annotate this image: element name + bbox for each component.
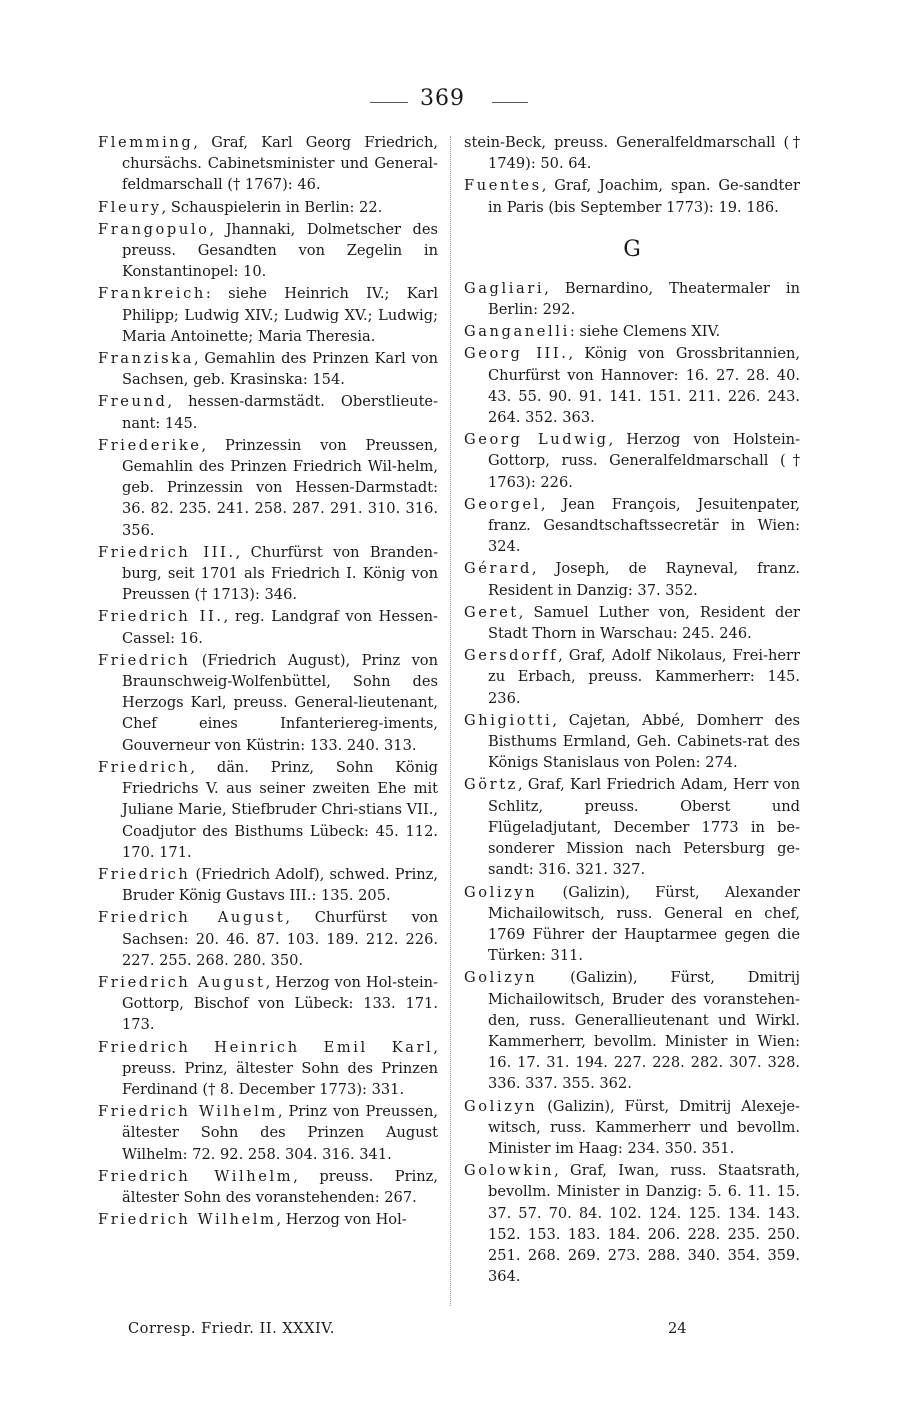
entry-text: : siehe Clemens XIV. [569,323,721,341]
index-entry [98,197,438,218]
entry-headword: Ghigiotti [464,711,553,729]
entry-text: , Prinzessin von Preussen, Gemahlin des Prinzen Friedrich Wil-helm, geb. Prinzessin von Hessen-Darmstadt: 36. 82. 235. 241. 258. 287. 291. 310. 316. 356. [122,436,438,539]
entry-text: , Samuel Luther von, Resident der Stadt Thorn in Warschau: 245. 246. [488,603,800,643]
entry-headword: Frangopulo [98,220,210,238]
entry-text: , Herzog von Holstein-Gottorp, russ. Generalfeldmarschall († 1763): 226. [488,431,801,491]
entry-headword: Gérard [464,560,532,578]
index-entry [464,710,800,774]
entry-headword: Friedrich [98,651,191,669]
index-entry [464,321,800,342]
index-entry [464,343,800,428]
index-entry [464,882,800,967]
index-entry [464,558,800,600]
index-entry [98,650,438,756]
entry-text: , preuss. Prinz, ältester Sohn des Prinzen Ferdinand († 8. December 1773): 331. [122,1038,438,1098]
index-entry [464,1160,800,1287]
entry-headword: Friedrich August [98,909,286,927]
right-column-entries [464,278,800,1288]
column-divider [450,136,451,1306]
entry-headword: Frankreich [98,285,206,303]
signature-mark: 24 [668,1320,687,1337]
entry-headword: Fuentes [464,177,542,195]
entry-text: , Churfürst von Branden-burg, seit 1701 als Friedrich I. König von Preussen († 1713): 346. [122,543,439,604]
entry-text: stein-Beck, preuss. Generalfeldmarschall († 1749): 50. 64. [464,134,800,173]
entry-headword: Georgel [464,495,541,513]
entry-text: : siehe Heinrich IV.; Karl Philipp; Ludwig XIV.; Ludwig XV.; Ludwig; Maria Antoinette; Maria Theresia. [122,285,438,345]
entry-headword: Golizyn [464,969,538,987]
entry-headword: Georg Ludwig [464,431,609,449]
index-entry [464,967,800,1094]
entry-text: , Jhannaki, Dolmetscher des preuss. Gesandten von Zegelin in Konstantinopel: 10. [122,220,438,281]
entry-text: (Friedrich Adolf), schwed. Prinz, Bruder König Gustavs III.: 135. 205. [122,865,438,905]
entry-headword: Fleury [98,198,162,216]
left-column [98,132,438,1231]
right-column-continuation [464,132,800,218]
index-entry [464,774,800,880]
index-entry [464,278,800,320]
entry-text: , Graf, Adolf Nikolaus, Frei-herr zu Erbach, preuss. Kammerherr: 145. 236. [488,647,800,707]
page-number: 369 [420,86,465,111]
index-entry [98,1101,438,1165]
entry-text: , König von Grossbritannien, Churfürst von Hannover: 16. 27. 28. 40. 43. 55. 90. 91. 141. 151. 211. 226. 243. 264. 352. 363. [488,345,800,427]
index-entry [464,494,800,558]
index-entry [98,542,438,606]
entry-text: (Galizin), Fürst, Dmitrij Alexeje-witsch, russ. Kammerherr und bevollm. Minister im Haag: 234. 350. 351. [488,1097,800,1157]
index-entry [98,907,438,971]
entry-headword: Golowkin [464,1162,555,1180]
entry-headword: Freund [98,393,168,411]
entry-headword: Franziska [98,350,194,368]
entry-text: , Cajetan, Abbé, Domherr des Bisthums Ermland, Geh. Cabinets-rat des Königs Stanislaus von Polen: 274. [488,711,800,772]
entry-headword: Friedrich [98,758,191,776]
header-rule-left [370,102,408,103]
entry-headword: Friedrich II. [98,608,224,626]
index-entry [98,1209,438,1230]
entry-text: , Schauspielerin in Berlin: 22. [161,198,383,216]
index-entry [98,972,438,1036]
entry-text: (Galizin), Fürst, Dmitrij Michailowitsch, Bruder des voranstehen-den, russ. Generallieutenant und Wirkl. Kammerherr, bevollm. Minister in Wien: 16. 17. 31. 194. 227. 228. 282. 307. 328. 336. 337. 355. 362. [488,969,800,1093]
entry-headword: Golizyn [464,1097,538,1115]
entry-text: , Graf, Karl Friedrich Adam, Herr von Schlitz, preuss. Oberst und Flügeladjutant, December 1773 in be-sonderer Mission nach Petersburg ge-sandt: 316. 321. 327. [488,776,800,879]
entry-headword: Gersdorff [464,647,559,665]
entry-text: , Churfürst von Sachsen: 20. 46. 87. 103. 189. 212. 226. 227. 255. 268. 280. 350. [122,909,438,969]
index-entry [98,757,438,863]
entry-headword: Friedrich Wilhelm [98,1167,294,1185]
entry-headword: Friedrich Wilhelm [98,1211,277,1229]
index-entry [98,283,438,347]
entry-headword: Friedrich III. [98,543,236,561]
entry-headword: Görtz [464,776,518,794]
index-entry [98,606,438,648]
entry-text: , Graf, Iwan, russ. Staatsrath, bevollm. Minister in Danzig: 5. 6. 11. 15. 37. 57. 70. 84. 102. 124. 125. 134. 143. 152. 153. 183. 184. 206. 228. 235. 250. 251. 268. 269. 273. 288. 340. 354. 359. 364. [488,1162,800,1286]
index-entry [464,645,800,709]
entry-headword: Ganganelli [464,323,570,341]
entry-text: , Jean François, Jesuitenpater, franz. Gesandtschaftssecretär in Wien: 324. [488,495,800,556]
entry-text: (Friedrich August), Prinz von Braunschweig-Wolfenbüttel, Sohn des Herzogs Karl, preuss. General-lieutenant, Chef eines Infanteriereg-iments, Gouverneur von Küstrin: 133. 240. 313. [122,651,438,754]
entry-headword: Georg III. [464,345,569,363]
index-entry [98,391,438,433]
entry-text: , Graf, Karl Georg Friedrich, chursächs. Cabinetsminister und General-feldmarschall († 1767): 46. [122,134,438,194]
entry-text: , preuss. Prinz, ältester Sohn des voranstehenden: 267. [122,1167,438,1206]
index-entry [98,1166,438,1208]
index-entry [464,1096,800,1160]
index-entry [464,175,800,217]
entry-text: , Graf, Joachim, span. Ge-sandter in Paris (bis September 1773): 19. 186. [488,177,800,216]
index-entry [98,864,438,906]
section-letter: G [623,236,641,262]
entry-text: , Herzog von Hol-stein-Gottorp, Bischof von Lübeck: 133. 171. 173. [122,973,438,1034]
right-column [464,132,800,1288]
entry-headword: Golizyn [464,883,538,901]
index-entry [464,602,800,644]
header-rule-right [492,102,528,103]
entry-headword: Flemming [98,134,194,151]
entry-text: , Herzog von Hol- [276,1211,407,1229]
index-entry [464,132,800,174]
index-entry [98,1037,438,1101]
entry-headword: Geret [464,603,519,621]
page-header [0,86,900,116]
entry-text: , hessen-darmstädt. Oberstlieute-nant: 145. [122,393,438,432]
index-entry [98,435,438,541]
entry-headword: Friedrich August [98,973,266,991]
entry-headword: Friedrich Heinrich Emil Karl [98,1038,434,1056]
index-entry [98,348,438,390]
index-entry [98,132,438,196]
entry-headword: Friedrich [98,865,191,883]
index-entry [98,219,438,283]
entry-text: (Galizin), Fürst, Alexander Michailowitsch, russ. General en chef, 1769 Führer der Hauptarmee gegen die Türken: 311. [488,883,800,965]
entry-text: , Bernardino, Theatermaler in Berlin: 292. [488,279,800,319]
entry-text: , dän. Prinz, Sohn König Friedrichs V. aus seiner zweiten Ehe mit Juliane Marie, Stiefbruder Chri-stians VII., Coadjutor des Bisthums Lübeck: 45. 112. 170. 171. [122,758,438,861]
footer-text: Corresp. Friedr. II. XXXIV. [128,1320,335,1337]
entry-text: , reg. Landgraf von Hessen-Cassel: 16. [122,608,438,647]
entry-headword: Friedrich Wilhelm [98,1103,278,1121]
entry-text: , Prinz von Preussen, ältester Sohn des Prinzen August Wilhelm: 72. 92. 258. 304. 316. 341. [122,1103,438,1163]
index-entry [464,429,800,493]
entry-text: , Joseph, de Rayneval, franz. Resident in Danzig: 37. 352. [488,560,800,599]
entry-headword: Friederike [98,436,202,454]
entry-text: , Gemahlin des Prinzen Karl von Sachsen, geb. Krasinska: 154. [122,350,438,389]
entry-headword: Gagliari [464,279,545,297]
